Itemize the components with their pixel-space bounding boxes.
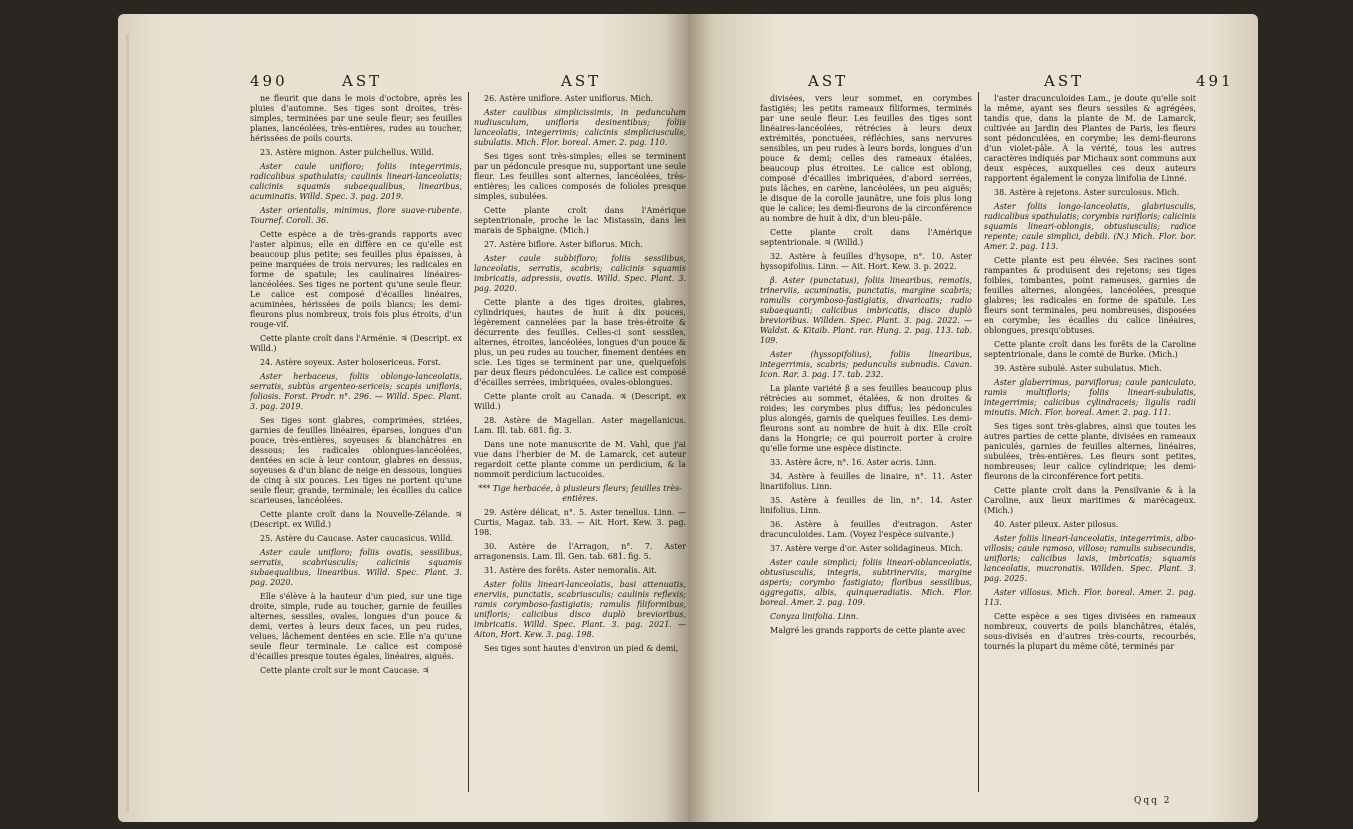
paragraph: Ses tiges sont glabres, comprimées, striées, garnies de feuilles linéaires, éparses, longues d'un pouce, très-entières, soyeuses & blanchâtres en dessous; les radicales oblongues-lancéolées, dentées en scie à leur contour, glabres en dessus, soyeuses & d'un blanc de neige en dessous, longues de cinq à six pouces. Les tiges ne portent qu'une seule fleur, grande, terminale; les écailles du calice scarieuses, lancéolées. — [250, 416, 462, 505]
paragraph: *** Tige herbacée, à plusieurs fleurs; feuilles très-entières. — [478, 484, 682, 503]
paragraph: Cette plante croît dans la Nouvelle-Zélande. ♃ (Descript. ex Willd.) — [250, 510, 462, 529]
paragraph: Aster caulibus simplicissimis, in pedunculum nudiusculum, unifloris desinentibus; foliis lanceolatis, integerrimis; calicinis simpliciusculis, subulatis. Mich. Flor. boreal. Amer. 2. pag. 110. — [474, 108, 686, 147]
paragraph: Aster foliis lineari-lanceolatis, integerrimis, albo-villosis; caule ramoso, villoso; ramulis subsecundis, unifloris; calicibus laxis, imbricatis; squamis lanceolatis, mucronatis. Willden. Spec. Plant. 3. pag. 2025. — [984, 534, 1196, 583]
right-column-2 — [984, 94, 1196, 794]
paragraph: Elle s'élève à la hauteur d'un pied, sur une tige droite, simple, rude au toucher, garnie de feuilles alternes, sessiles, ovales, longues d'un pouce & demi, vertes à leurs deux faces, un peu rudes, velues, lâchement dentées en scie. Elle n'a qu'une seule fleur terminale. Le calice est composé d'écailles presque toutes égales, linéaires, aiguës. — [250, 592, 462, 661]
paragraph: 39. Astère subulé. Aster subulatus. Mich. — [994, 364, 1162, 373]
paragraph: β. Aster (punctatus), foliis linearibus, remotis, trinerviis, acuminatis, punctatis, margine scabris; ramulis corymboso-fastigiatis, divaricatis; radio subaequanti; calicibus imbricatis, disco duplò brevioribus. Willden. Spec. Plant. 3. pag. 2022. — Waldst. & Kitaib. Plant. rar. Hung. 2. pag. 113. tab. 109. — [760, 276, 972, 345]
paragraph: 25. Astère du Caucase. Aster caucasicus. Willd. — [260, 534, 453, 543]
paragraph: Dans une note manuscrite de M. Vahl, que j'ai vue dans l'herbier de M. de Lamarck, cet auteur regardoit cette plante comme un perdicium, & la nommoit perdicium lactucoides. — [474, 440, 686, 479]
paragraph: 32. Astère à feuilles d'hysope, n°. 10. Aster hyssopifolius. Linn. — Ait. Hort. Kew. 3. p. 2022. — [760, 252, 972, 271]
right-column-1 — [760, 94, 972, 794]
left-column-1 — [250, 94, 462, 794]
running-head-left-col2: AST — [561, 72, 602, 90]
paragraph: Cette plante croît sur le mont Caucase. ♃ — [260, 666, 430, 675]
paragraph: Aster caule unifloro; foliis integerrimis, radicalibus spathulatis; caulinis lineari-lanceolatis; calicinis squamis subaequalibus, linearibus, acuminatis. Willd. Spec. 3. pag. 2019. — [250, 162, 462, 201]
paragraph: Aster orientalis, minimus, flore suave-rubente. Tournef. Coroll. 36. — [250, 206, 462, 225]
paragraph: 33. Astère âcre, n°. 16. Aster acris. Linn. — [770, 458, 937, 467]
left-column-2 — [474, 94, 686, 794]
paragraph: 38. Astère à rejetons. Aster surculosus. Mich. — [994, 188, 1180, 197]
paragraph: divisées, vers leur sommet, en corymbes fastigiés; les petits rameaux filiformes, terminés par une seule fleur. Les feuilles des tiges sont linéaires-lancéolées, rétrécies à leurs deux extrémités, ponctuées, réfléchies, sans nervures sensibles, un peu rudes à leurs bords, longues d'un pouce & demi; celles des rameaux étalées, beaucoup plus étroites. Le calice est oblong, composé d'écailles imbriquées, d'abord serrées, puis lâches, en carène, lancéolées, un peu aiguës; le disque de la corolle jaunâtre, une fois plus long que le calice; les demi-fleurons de la circonférence au nombre de huit à dix, d'un bleu-pâle. — [760, 94, 972, 223]
running-head-right-col1: AST — [808, 72, 849, 90]
open-book — [118, 14, 1258, 822]
paragraph: 35. Astère à feuilles de lin, n°. 14. Aster linifolius. Linn. — [760, 496, 972, 515]
page-edge — [126, 34, 129, 812]
paragraph: 24. Astère soyeux. Aster holosericeus. Forst. — [260, 358, 442, 367]
paragraph: Aster caule subbifloro; foliis sessilibus, lanceolatis, serratis, scabris; calicinis squamis imbricatis, adpressis, ovatis. Willd. Spec. Plant. 3. pag. 2020. — [474, 254, 686, 293]
paragraph: Aster foliis longo-lanceolatis, glabriusculis, radicalibus spathulatis; corymbis rarifloris; calicinis squamis lineari-oblongis, obtusiusculis; radice repente; caule simplici, debili. (N.) Mich. Flor. bor. Amer. 2. pag. 113. — [984, 202, 1196, 251]
paragraph: Cette plante croît dans l'Amérique septentrionale. ♃ (Willd.) — [760, 228, 972, 247]
page-number-right: 491 — [1196, 72, 1234, 90]
paragraph: La plante variété β a ses feuilles beaucoup plus rétrécies au sommet, étalées, & non droites & roides; les corymbes plus diffus; les pédoncules plus alongés, garnis de quelques feuilles. Les demi-fleurons sont au nombre de huit à dix. Elle croît dans la Hongrie; ce qui pourroit porter à croire qu'elle forme une espèce distincte. — [760, 384, 972, 453]
paragraph: Ses tiges sont très-glabres, ainsi que toutes les autres parties de cette plante, divisées en rameaux paniculés, garnies de feuilles alternes, linéaires, subulées, très-entières. Les fleurs sont petites, nombreuses; leur calice cylindrique; les demi-fleurons de la circonférence fort petits. — [984, 422, 1196, 481]
running-head-right-col2: AST — [1044, 72, 1085, 90]
paragraph: Aster glaberrimus, parviflorus; caule paniculato, ramis multifloris; foliis lineari-subulatis, integerrimis; calicibus cylindraceis; ligulis radii minutis. Mich. Flor. boreal. Amer. 2. pag. 111. — [984, 378, 1196, 417]
paragraph: ne fleurit que dans le mois d'octobre, après les pluies d'automne. Ses tiges sont droites, très-simples, terminées par une seule fleur; ses feuilles planes, lancéolées, très-entières, rudes au toucher, hérissées de poils courts. — [250, 94, 462, 143]
paragraph: 26. Astère uniflore. Aster uniflorus. Mich. — [484, 94, 654, 103]
paragraph: Ses tiges sont hautes d'environ un pied & demi, — [484, 644, 679, 653]
paragraph: Aster villosus. Mich. Flor. boreal. Amer. 2. pag. 113. — [984, 588, 1196, 607]
paragraph: 36. Astère à feuilles d'estragon. Aster dracunculoides. Lam. (Voyez l'espèce suivante.) — [760, 520, 972, 539]
paragraph: 40. Aster pileux. Aster pilosus. — [994, 520, 1119, 529]
page-number-left: 490 — [250, 72, 288, 90]
paragraph: Aster (hyssopifolius), foliis linearibus, integerrimis, scabris; pedunculis subnudis. Cavan. Icon. Rar. 3. pag. 17. tab. 232. — [760, 350, 972, 379]
paragraph: Aster caule simplici; foliis lineari-oblanceolatis, obtusiusculis, integris, subtrinerviis, margine asperis; corymbo fastigiato; floribus sessilibus, aggregatis, albis, quinqueradiatis. Mich. Flor. boreal. Amer. 2. pag. 109. — [760, 558, 972, 607]
paragraph: 27. Astère biflore. Aster biflorus. Mich. — [484, 240, 643, 249]
paragraph: 30. Astère de l'Arragon, n°. 7. Aster arragonensis. Lam. Ill. Gen. tab. 681. fig. 5. — [474, 542, 686, 561]
paragraph: Malgré les grands rapports de cette plante avec — [770, 626, 966, 635]
paragraph: Cette plante a des tiges droites, glabres, cylindriques, hautes de huit à dix pouces, légèrement cannelées par la base très-étroite & décurrente des feuilles. Celles-ci sont sessiles, alternes, étroites, lancéolées, longues d'un pouce & plus, un peu rudes au toucher, finement dentées en scie. Les tiges se terminent par une, quelquefois par deux fleurs pédonculées. Le calice est composé d'écailles serrées, imbriquées, ovales-oblongues. — [474, 298, 686, 387]
paragraph: Conyza linifolia. Linn. — [770, 612, 859, 621]
signature-mark: Qqq 2 — [1134, 796, 1172, 806]
paragraph: Aster foliis lineari-lanceolatis, basi attenuatis, enerviis, punctatis, scabriusculis; caulinis reflexis; ramis corymboso-fastigiatis; ramulis filiformibus, unifloris; calicibus disco duplò brevioribus, imbricatis. Willd. Spec. Plant. 3. pag. 2021. — Aiton, Hort. Kew. 3. pag. 198. — [474, 580, 686, 639]
paragraph: Cette plante croît dans l'Amérique septentrionale, proche le lac Mistassin, dans les marais de Sphaigne. (Mich.) — [474, 206, 686, 235]
paragraph: 34. Astère à feuilles de linaire, n°. 11. Aster linariifolius. Linn. — [760, 472, 972, 491]
paragraph: Cette espèce a ses tiges divisées en rameaux nombreux, couverts de poils blanchâtres, étalés, sous-divisés en d'autres très-courts, recourbés, tournés la plupart du même côté, terminés par — [984, 612, 1196, 651]
paragraph: Aster herbaceus, foliis oblongo-lanceolatis, serratis, subtùs argenteo-sericeis; scapis unifloris, foliosis. Forst. Prodr. n°. 296. — Willd. Spec. Plant. 3. pag. 2019. — [250, 372, 462, 411]
paragraph: Cette plante croît au Canada. ♃ (Descript. ex Willd.) — [474, 392, 686, 411]
paragraph: Cette plante croît dans l'Arménie. ♃ (Descript. ex Willd.) — [250, 334, 462, 353]
column-rule — [978, 92, 979, 792]
column-rule — [468, 92, 469, 792]
paragraph: Cette plante croît dans les forêts de la Caroline septentrionale, dans le comté de Burke. (Mich.) — [984, 340, 1196, 359]
paragraph: 37. Astère verge d'or. Aster solidagineus. Mich. — [770, 544, 963, 553]
running-head-left-col1: AST — [342, 72, 383, 90]
paragraph: Ses tiges sont très-simples; elles se terminent par un pédoncule presque nu, supportant une seule fleur. Les feuilles sont alternes, lancéolées, très-entières; les calices composés de folioles presque simples, subulées. — [474, 152, 686, 201]
paragraph: Cette plante est peu élevée. Ses racines sont rampantes & produisent des rejetons; ses tiges foibles, tombantes, point rameuses, garnies de feuilles alternes, alongées, lancéolées, presque glabres; les radicales en forme de spatule. Les fleurs sont terminales, peu nombreuses, disposées en corymbe; les écailles du calice linéaires, oblongues, presqu'obtuses. — [984, 256, 1196, 335]
paragraph: 29. Astère délicat, n°. 5. Aster tenellus. Linn. — Curtis, Magaz. tab. 33. — Ait. Hort. Kew. 3. pag. 198. — [474, 508, 686, 537]
paragraph: 31. Astère des forêts. Aster nemoralis. Ait. — [484, 566, 657, 575]
paragraph: l'aster dracunculoides Lam., je doute qu'elle soit la même, ayant ses fleurs sessiles & agrégées, tandis que, dans la plante de M. de Lamarck, cultivée au Jardin des Plantes de Paris, les fleurs sont pédonculées, en corymbe; les demi-fleurons d'un violet-pâle. À la vérité, tous les autres caractères indiqués par Michaux sont communs aux deux espèces, auxquelles ces deux auteurs rapportent également le conyza linifolia de Linné. — [984, 94, 1196, 183]
left-page — [118, 14, 688, 822]
paragraph: Cette plante croît dans la Pensilvanie & à la Caroline, aux lieux maritimes & marécageux. (Mich.) — [984, 486, 1196, 515]
paragraph: Aster caule unifloro; foliis ovatis, sessilibus, serratis, scabriusculis; calicinis squamis subaequalibus, linearibus. Willd. Spec. Plant. 3. pag. 2020. — [250, 548, 462, 587]
paragraph: 28. Astère de Magellan. Aster magellanicus. Lam. Ill. tab. 681. fig. 3. — [474, 416, 686, 435]
paragraph: Cette espèce a de très-grands rapports avec l'aster alpinus; elle en diffère en ce qu'elle est beaucoup plus petite; ses feuilles plus épaisses, à peine marquées de trois nervures; les radicales en forme de spatule; les caulinaires linéaires-lancéolées. Ses tiges ne portent qu'une seule fleur. Le calice est composé d'écailles linéaires, acuminées, hérissées de poils blancs; les demi-fleurons plus nombreux, trois fois plus étroits, d'un rouge-vif. — [250, 230, 462, 329]
right-page — [688, 14, 1258, 822]
paragraph: 23. Astère mignon. Aster pulchellus. Willd. — [260, 148, 434, 157]
